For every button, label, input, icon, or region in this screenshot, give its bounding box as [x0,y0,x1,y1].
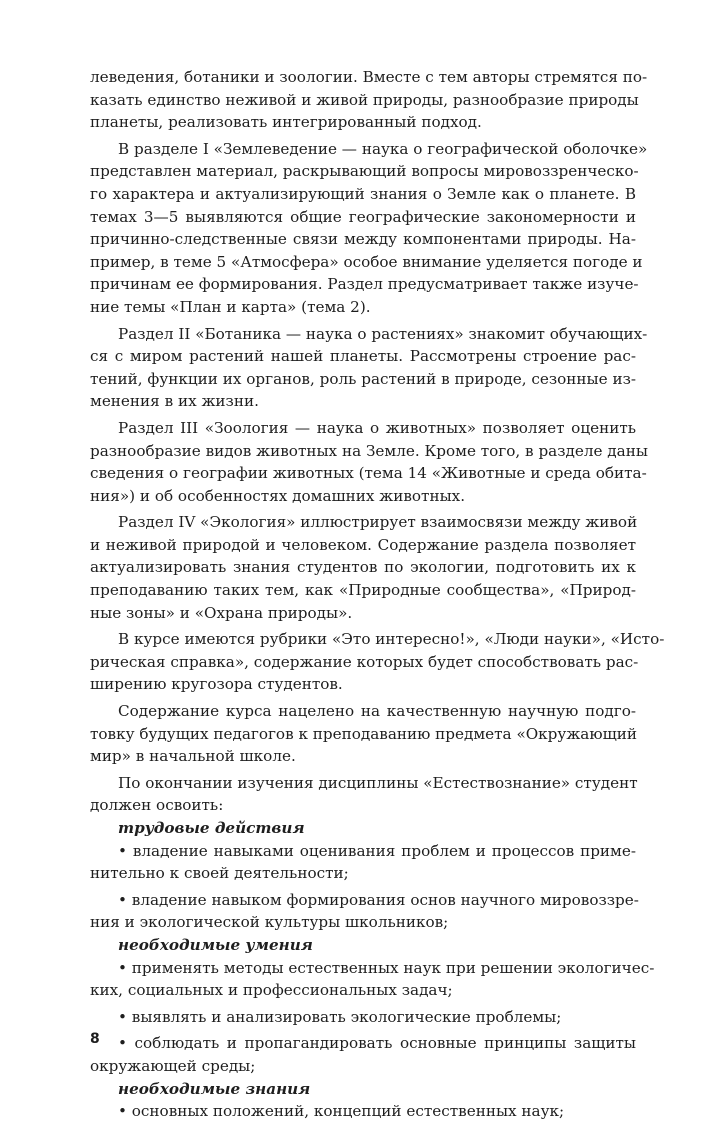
text-line: леведения, ботаники и зоологии. Вместе с тем авторы стремятся по- [90,68,648,86]
text-line: планеты, реализовать интегрированный подход. [90,113,482,132]
text-line: представлен материал, раскрывающий вопросы мировоззренческо- [90,162,639,181]
text-line: и неживой природой и человеком. Содержание раздела позволяет [90,535,636,554]
text-line: окружающей среды; [90,1056,256,1075]
bullet-item [90,1006,636,1029]
paragraph-section-1 [90,138,648,319]
bullet-item [90,1100,636,1123]
text-line: ния и экологической культуры школьников; [90,913,449,932]
bullet-item [90,1032,636,1077]
text-line: Раздел II «Ботаника — наука о растениях» знакомит обучающих- [118,324,648,343]
text-line: ния») и об особенностях домашних животных. [90,486,466,505]
text-line: причинам ее формирования. Раздел предусматривает также изуче- [90,275,639,294]
text-line: пример, в теме 5 «Атмосфера» особое внимание уделяется погоде и [90,252,643,271]
text-line: сведения о географии животных (тема 14 «Животные и среда обита- [90,464,647,483]
text-line: ких, социальных и профессиональных задач; [90,981,453,1000]
subheading-required-skills: необходимые умения [118,935,313,954]
page-number: 8 [90,1031,100,1047]
text-line: В разделе I «Землеведение — наука о географической оболочке» [118,139,648,158]
subheading-required-knowledge: необходимые знания [118,1079,311,1098]
text-line: мир» в начальной школе. [90,747,296,766]
paragraph-section-3 [90,417,648,507]
text-line: темах 3—5 выявляются общие географические закономерности и [90,207,636,226]
text-line: • соблюдать и пропагандировать основные принципы защиты [118,1034,636,1053]
text-line: По окончании изучения дисциплины «Естествознание» студент [118,773,638,792]
text-line: го характера и актуализирующий знания о Земле как о планете. В [90,184,636,203]
text-line: ся с миром растений нашей планеты. Рассмотрены строение рас- [90,347,636,366]
text-line: • владение навыками оценивания проблем и процессов приме- [118,841,636,860]
paragraph-rubrics [90,628,665,696]
text-line: менения в их жизни. [90,392,259,411]
text-line: • выявлять и анализировать экологические проблемы; [118,1007,562,1026]
page-body [90,66,665,1123]
text-line: • владение навыком формирования основ научного мировоззре- [118,890,639,909]
text-line: Раздел IV «Экология» иллюстрирует взаимосвязи между живой [118,513,638,532]
text-line: причинно-следственные связи между компонентами природы. На- [90,230,636,249]
text-line: нительно к своей деятельности; [90,864,349,883]
text-line: В курсе имеются рубрики «Это интересно!», «Люди науки», «Исто- [118,630,665,649]
text-line: ние темы «План и карта» (тема 2). [90,297,371,316]
text-line: должен освоить: [90,796,224,815]
text-line: разнообразие видов животных на Земле. Кроме того, в разделе даны [90,441,648,460]
bullet-item [90,957,655,1002]
paragraph-section-2 [90,323,648,413]
text-line: актуализировать знания студентов по экологии, подготовить их к [90,558,636,577]
bullet-item [90,889,639,934]
text-line: • основных положений, концепций естественных наук; [118,1102,565,1121]
text-line: преподаванию таких тем, как «Природные сообщества», «Природ- [90,581,636,600]
text-line: Раздел III «Зоология — наука о животных» позволяет оценить [118,418,636,437]
text-line: • применять методы естественных наук при решении экологичес- [118,958,655,977]
subheading-labor-actions: трудовые действия [118,819,305,837]
paragraph-course-goal [90,700,636,768]
text-line: казать единство неживой и живой природы, разнообразие природы [90,90,639,109]
bullet-item [90,840,636,885]
text-line: Содержание курса нацелено на качественную научную подго- [118,702,636,721]
text-line: ные зоны» и «Охрана природы». [90,603,353,622]
text-line: тений, функции их органов, роль растений в природе, сезонные из- [90,369,636,388]
paragraph-section-4 [90,511,636,624]
paragraph-continuation [90,66,648,134]
text-line: ширению кругозора студентов. [90,675,343,694]
text-line: рическая справка», содержание которых будет способствовать рас- [90,652,639,671]
text-line: товку будущих педагогов к преподаванию предмета «Окружающий [90,724,637,743]
paragraph-outcomes-intro [90,772,636,817]
